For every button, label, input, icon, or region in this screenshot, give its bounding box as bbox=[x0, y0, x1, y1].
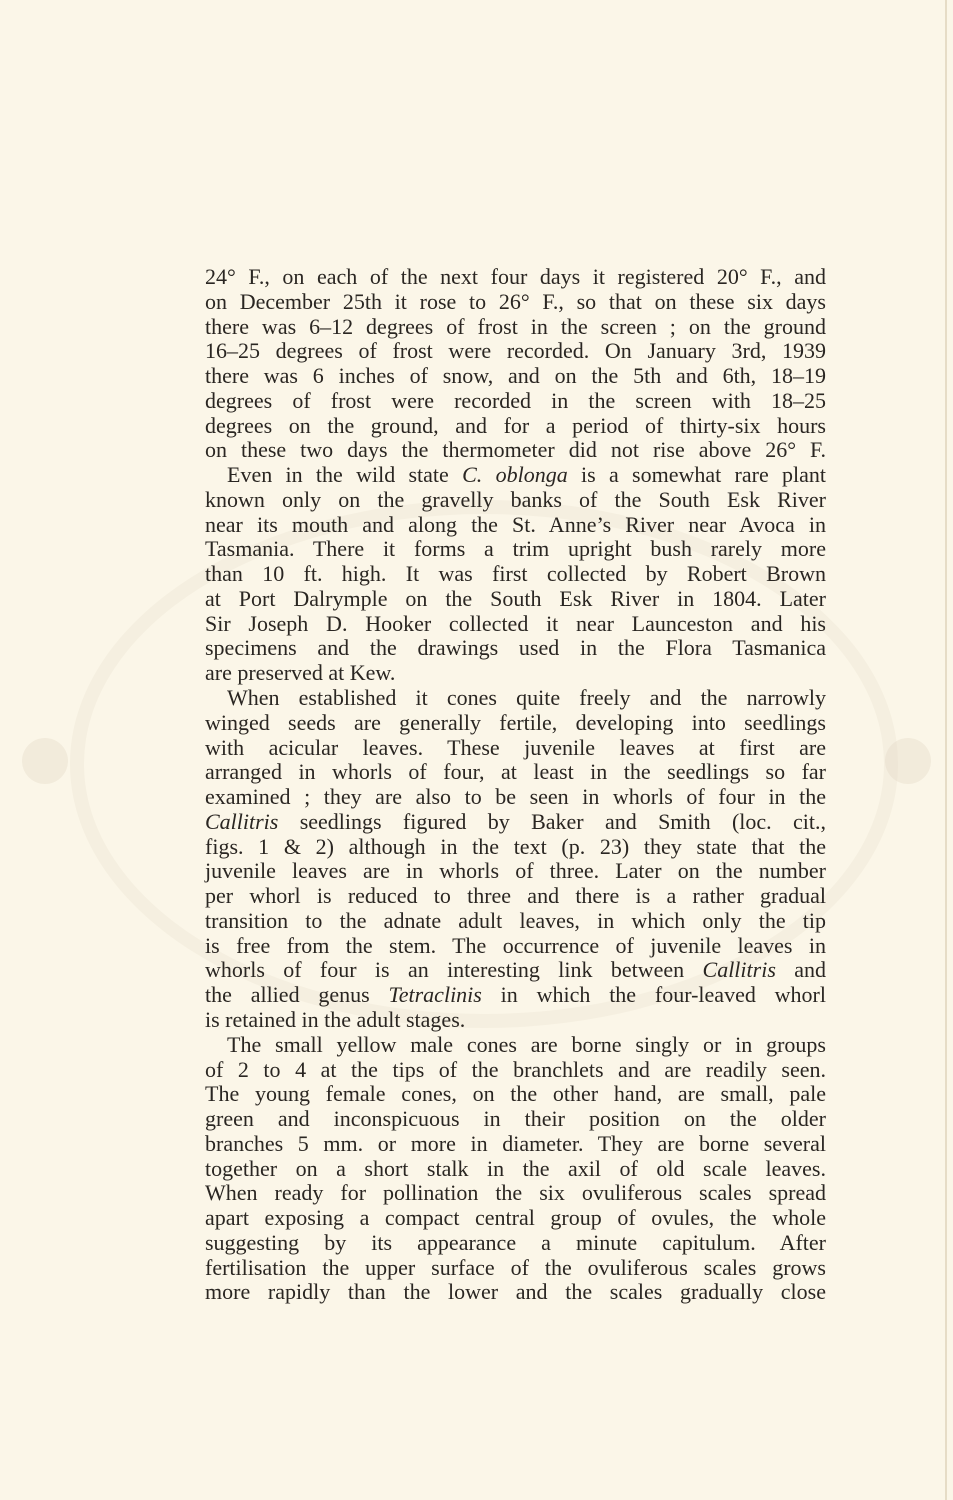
text-run: the allied genus bbox=[205, 982, 389, 1008]
text-run: The small yellow male cones are borne singly or in groups bbox=[227, 1031, 826, 1057]
text-run: figs. 1 & 2) although in the text (p. 23) they state that the bbox=[205, 833, 826, 859]
text-line bbox=[205, 736, 826, 761]
text-line bbox=[205, 1008, 826, 1033]
text-line bbox=[205, 686, 826, 711]
text-run: fertilisation the upper surface of the ovuliferous scales grows bbox=[205, 1254, 826, 1280]
text-line bbox=[205, 290, 826, 315]
text-run: are preserved at Kew. bbox=[205, 660, 396, 686]
text-line bbox=[205, 983, 826, 1008]
text-run: in which the four-leaved whorl bbox=[481, 982, 826, 1008]
text-line bbox=[205, 1256, 826, 1281]
text-run: When ready for pollination the six ovuliferous scales spread bbox=[205, 1180, 826, 1206]
italic-term: Tetraclinis bbox=[388, 982, 482, 1008]
text-run: 24° F., on each of the next four days it registered 20° F., and bbox=[205, 264, 826, 289]
page-edge bbox=[945, 0, 947, 1500]
text-run: seedlings figured by Baker and Smith (loc. cit., bbox=[278, 808, 826, 834]
text-run: at Port Dalrymple on the South Esk River in 1804. Later bbox=[205, 585, 826, 611]
text-run: When established it cones quite freely and the narrowly bbox=[227, 685, 826, 711]
text-line bbox=[205, 859, 826, 884]
text-line bbox=[205, 711, 826, 736]
text-line bbox=[205, 1181, 826, 1206]
italic-term: Callitris bbox=[702, 957, 776, 983]
text-run: with acicular leaves. These juvenile leaves at first are bbox=[205, 734, 826, 760]
text-line bbox=[205, 265, 826, 290]
text-line bbox=[205, 1132, 826, 1157]
text-run: examined ; they are also to be seen in whorls of four in the bbox=[205, 784, 826, 810]
text-line bbox=[205, 1280, 826, 1305]
text-line bbox=[205, 1107, 826, 1132]
text-line bbox=[205, 1082, 826, 1107]
text-run: there was 6–12 degrees of frost in the screen ; on the ground bbox=[205, 313, 826, 339]
text-line bbox=[205, 587, 826, 612]
text-run: together on a short stalk in the axil of old scale leaves. bbox=[205, 1155, 826, 1181]
text-line bbox=[205, 810, 826, 835]
text-line bbox=[205, 958, 826, 983]
text-line bbox=[205, 389, 826, 414]
text-line bbox=[205, 339, 826, 364]
text-line bbox=[205, 884, 826, 909]
text-run: is a somewhat rare plant bbox=[567, 462, 826, 488]
text-run: Even in the wild state bbox=[227, 462, 463, 488]
text-run: Tasmania. There it forms a trim upright bush rarely more bbox=[205, 536, 826, 562]
text-run: green and inconspicuous in their position on the older bbox=[205, 1106, 826, 1132]
text-line bbox=[205, 785, 826, 810]
italic-term: Callitris bbox=[205, 808, 279, 834]
text-line bbox=[205, 760, 826, 785]
text-line bbox=[205, 414, 826, 439]
text-line bbox=[205, 835, 826, 860]
text-line bbox=[205, 537, 826, 562]
text-line bbox=[205, 315, 826, 340]
text-line bbox=[205, 1206, 826, 1231]
text-line bbox=[205, 636, 826, 661]
text-line bbox=[205, 364, 826, 389]
text-line bbox=[205, 934, 826, 959]
text-line bbox=[205, 488, 826, 513]
text-run: arranged in whorls of four, at least in the seedlings so far bbox=[205, 759, 826, 785]
text-run: The young female cones, on the other hand, are small, pale bbox=[205, 1081, 826, 1107]
text-run: is free from the stem. The occurrence of juvenile leaves in bbox=[205, 932, 826, 958]
text-line bbox=[205, 513, 826, 538]
text-line bbox=[205, 612, 826, 637]
text-run: than 10 ft. high. It was first collected by Robert Brown bbox=[205, 561, 826, 587]
text-run: and bbox=[775, 957, 826, 983]
watermark-dot-right bbox=[885, 738, 931, 784]
text-run: 16–25 degrees of frost were recorded. On January 3rd, 1939 bbox=[205, 338, 826, 364]
text-line bbox=[205, 463, 826, 488]
text-line bbox=[205, 438, 826, 463]
text-run: winged seeds are generally fertile, developing into seedlings bbox=[205, 709, 826, 735]
text-run: juvenile leaves are in whorls of three. Later on the number bbox=[205, 858, 826, 884]
text-line bbox=[205, 909, 826, 934]
text-run: known only on the gravelly banks of the South Esk River bbox=[205, 486, 826, 512]
text-run: whorls of four is an interesting link between bbox=[205, 957, 703, 983]
text-line bbox=[205, 1157, 826, 1182]
text-run: of 2 to 4 at the tips of the branchlets and are readily seen. bbox=[205, 1056, 826, 1082]
text-run: on December 25th it rose to 26° F., so that on these six days bbox=[205, 288, 826, 314]
text-run: specimens and the drawings used in the Flora Tasmanica bbox=[205, 635, 826, 661]
text-run: more rapidly than the lower and the scales gradually close bbox=[205, 1279, 826, 1305]
body-text bbox=[205, 265, 826, 1305]
italic-term: C. oblonga bbox=[462, 462, 568, 488]
text-run: degrees of frost were recorded in the screen with 18–25 bbox=[205, 387, 826, 413]
text-line bbox=[205, 1033, 826, 1058]
watermark-dot-left bbox=[22, 738, 68, 784]
text-run: degrees on the ground, and for a period of thirty-six hours bbox=[205, 412, 826, 438]
text-run: suggesting by its appearance a minute capitulum. After bbox=[205, 1229, 826, 1255]
text-run: on these two days the thermometer did not rise above 26° F. bbox=[205, 437, 826, 463]
text-line bbox=[205, 661, 826, 686]
text-line bbox=[205, 1231, 826, 1256]
text-line bbox=[205, 562, 826, 587]
text-run: branches 5 mm. or more in diameter. They are borne several bbox=[205, 1130, 826, 1156]
text-run: apart exposing a compact central group of ovules, the whole bbox=[205, 1205, 826, 1231]
text-run: is retained in the adult stages. bbox=[205, 1006, 466, 1032]
text-run: per whorl is reduced to three and there is a rather gradual bbox=[205, 883, 826, 909]
text-run: Sir Joseph D. Hooker collected it near Launceston and his bbox=[205, 610, 826, 636]
text-line bbox=[205, 1058, 826, 1083]
text-run: transition to the adnate adult leaves, in which only the tip bbox=[205, 907, 826, 933]
text-run: there was 6 inches of snow, and on the 5th and 6th, 18–19 bbox=[205, 363, 826, 389]
text-run: near its mouth and along the St. Anne’s River near Avoca in bbox=[205, 511, 826, 537]
